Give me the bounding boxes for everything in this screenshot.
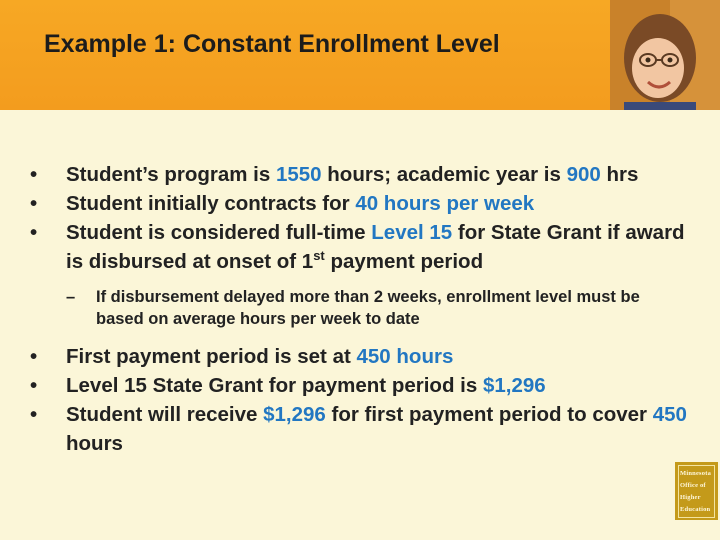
minnesota-ohe-logo: [675, 462, 718, 520]
sub-bullet-disbursement-delay: – If disbursement delayed more than 2 weeks, enrollment level must be based on average hours per week to date: [66, 288, 640, 328]
header-band: [0, 0, 720, 110]
sub-bullet-list: [30, 286, 690, 330]
bullet-program-hours: • Student’s program is 1550 hours; academic year is 900 hrs: [30, 163, 639, 186]
bullet-grant-amount: • Level 15 State Grant for payment period is $1,296: [30, 374, 546, 397]
slide-content: [30, 160, 690, 458]
logo-line-3: Higher: [680, 494, 701, 501]
slide-title: Example 1: Constant Enrollment Level: [44, 30, 500, 58]
top-bullet-list: [30, 160, 690, 276]
bullet-full-time-level: • Student is considered full-time Level 15 for State Grant if award is disbursed at onset of 1st payment period: [30, 221, 685, 273]
bullet-contract-hours: • Student initially contracts for 40 hours per week: [30, 192, 535, 215]
logo-line-2: Office of: [680, 482, 706, 489]
bottom-bullet-list: [30, 342, 690, 458]
child-photo: [610, 0, 720, 110]
logo-line-4: Education: [680, 506, 711, 513]
logo-line-1: Minnesota: [680, 470, 712, 477]
bullet-payment-period: • First payment period is set at 450 hours: [30, 345, 454, 368]
bullet-student-receives: • Student will receive $1,296 for first payment period to cover 450 hours: [30, 403, 687, 455]
